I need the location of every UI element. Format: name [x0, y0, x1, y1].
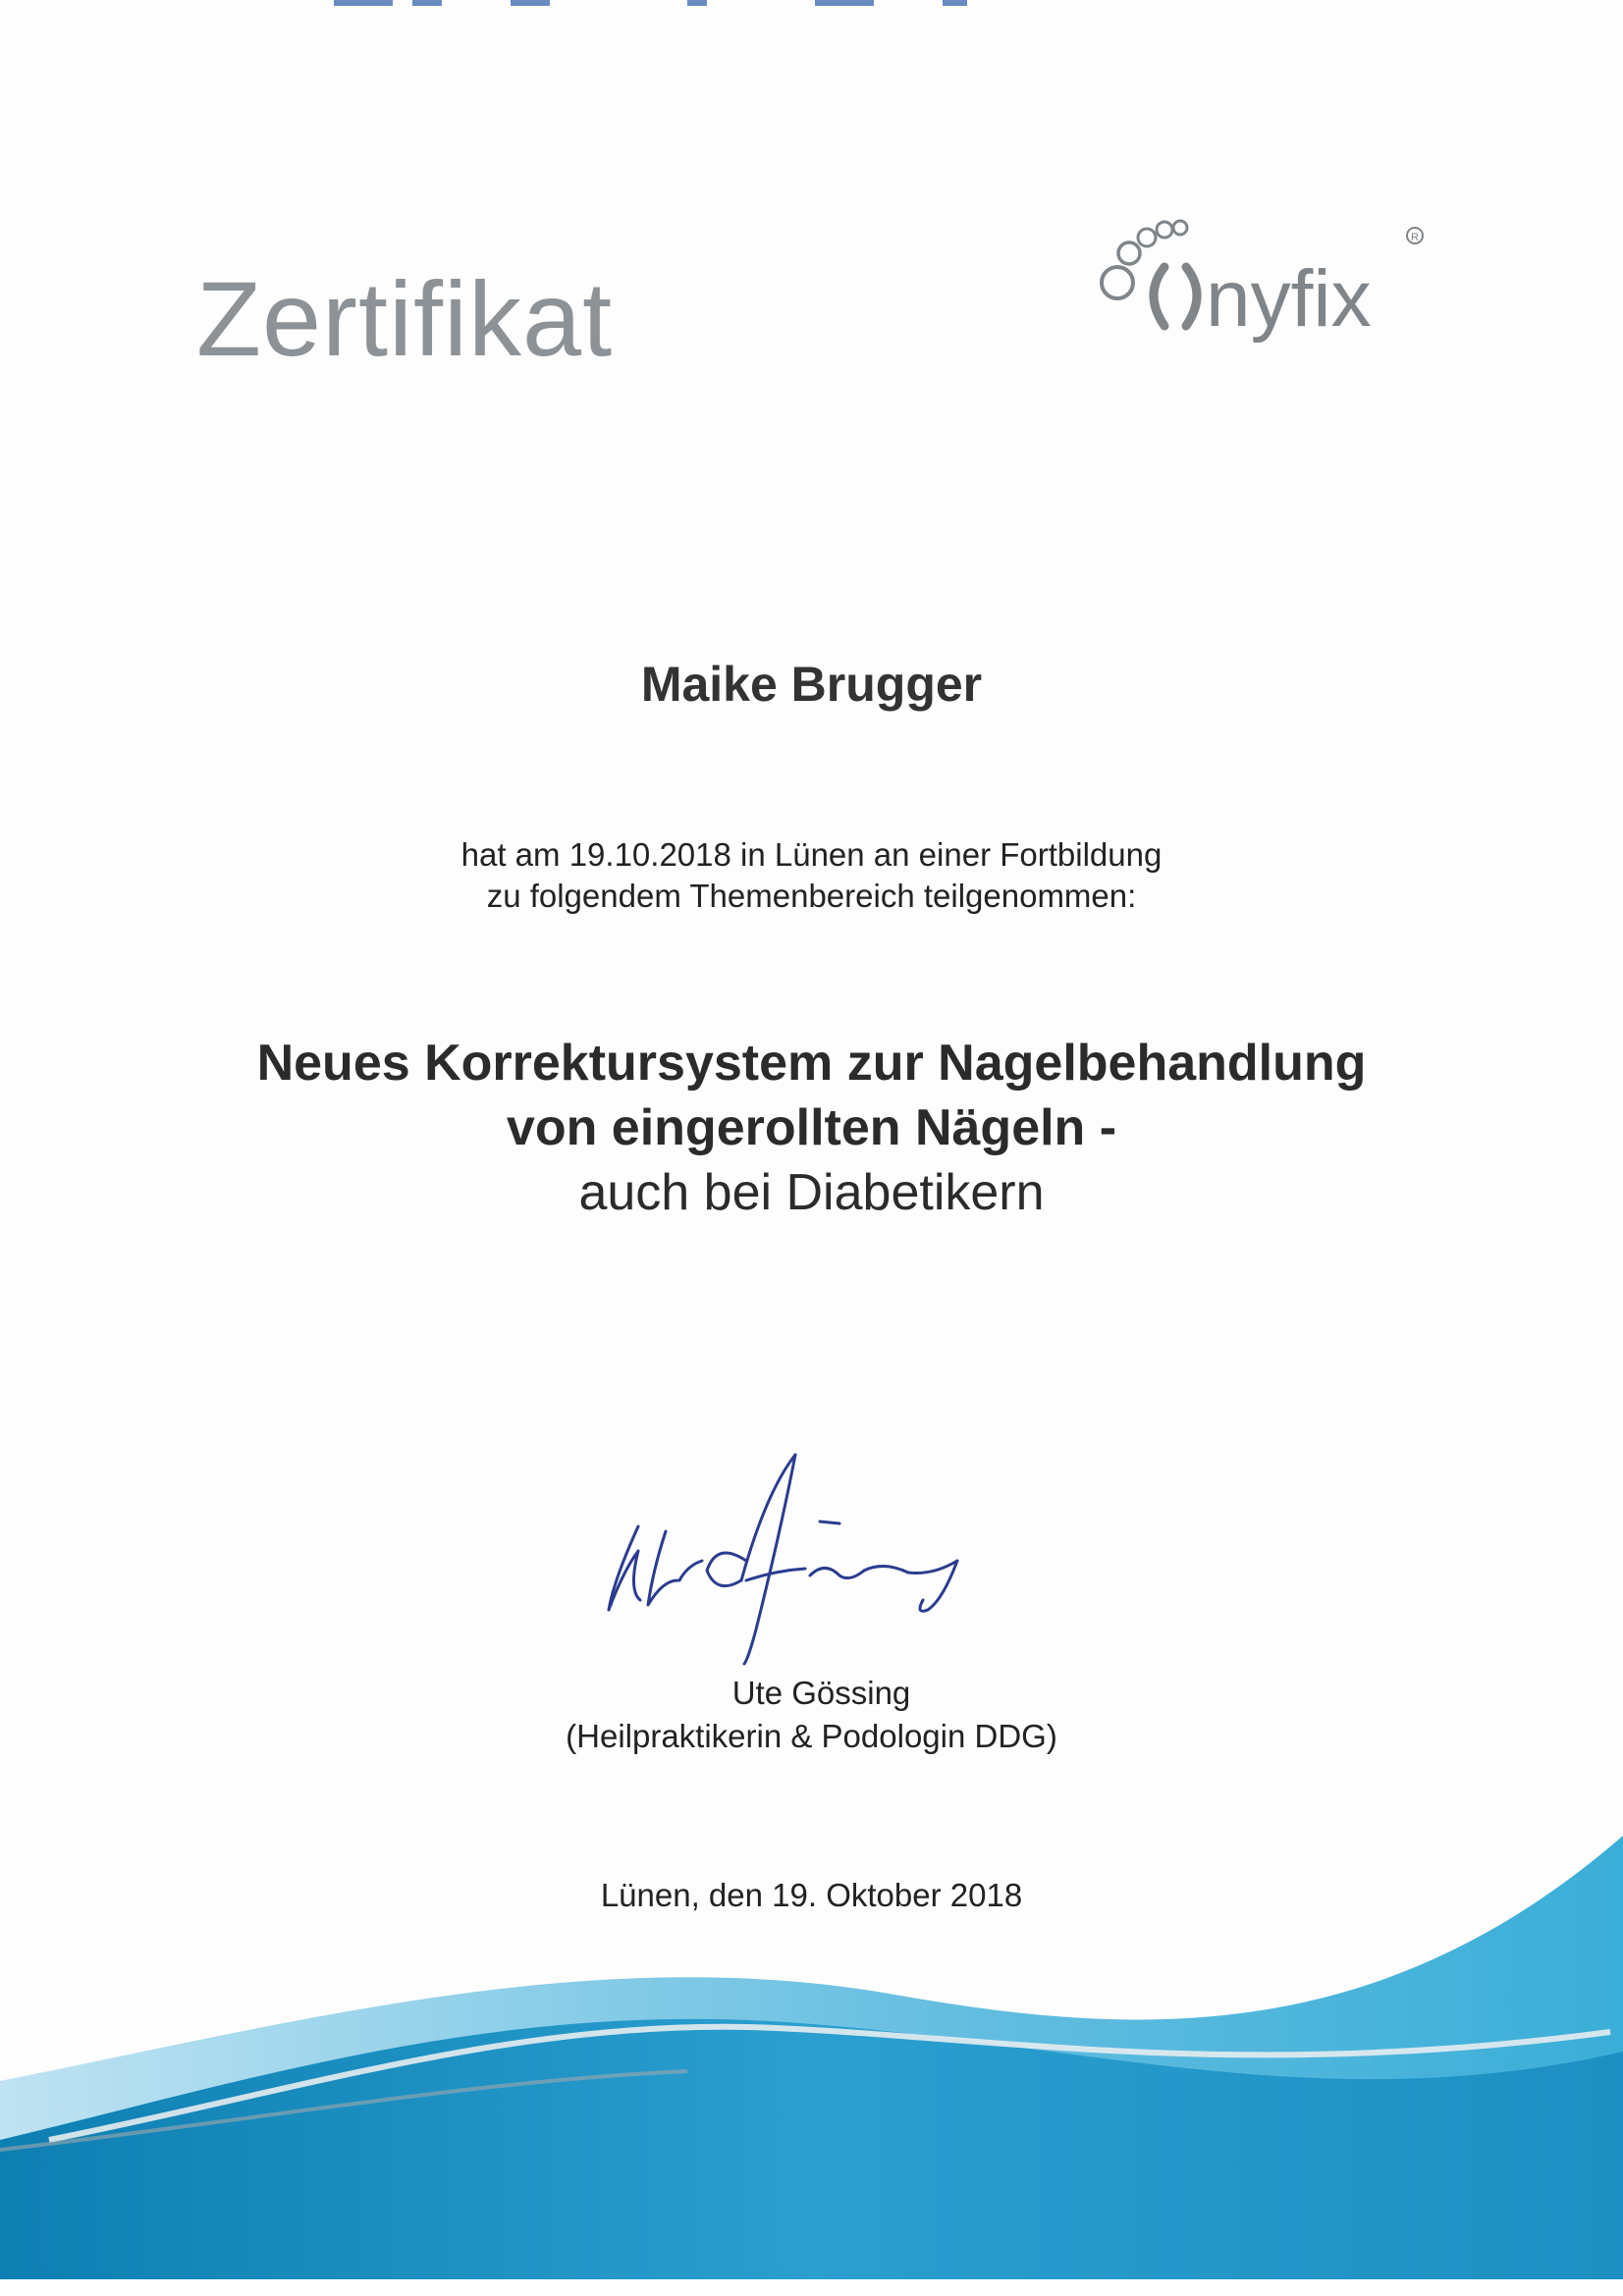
intro-line-2: zu folgendem Themenbereich teilgenommen: [486, 878, 1137, 914]
svg-text:R: R [1411, 232, 1419, 243]
participant-name: Maike Brugger [640, 657, 983, 712]
topic-line-1: Neues Korrektursystem zur Nagelbehandlung [256, 1035, 1367, 1092]
signer-title: (Heilpraktikerin & Podologin DDG) [566, 1718, 1057, 1754]
intro-line-1: hat am 19.10.2018 in Lünen an einer Fortbildung [460, 836, 1163, 873]
top-scan-strip [0, 0, 1623, 14]
handwritten-signature [569, 1433, 1021, 1688]
course-topic [0, 1031, 1623, 1225]
logo-wordmark: nyfix [1206, 254, 1372, 344]
place-and-date: Lünen, den 19. Oktober 2018 [600, 1877, 1023, 1913]
topic-line-2: von eingerollten Nägeln - [506, 1099, 1117, 1156]
certificate-title: Zertifikat [196, 259, 614, 378]
intro-text [0, 834, 1623, 917]
signer-name: Ute Gössing [731, 1675, 911, 1711]
signer-block [0, 1672, 1623, 1758]
topic-line-3: auch bei Diabetikern [578, 1164, 1045, 1221]
onyfix-logo [1096, 206, 1488, 383]
